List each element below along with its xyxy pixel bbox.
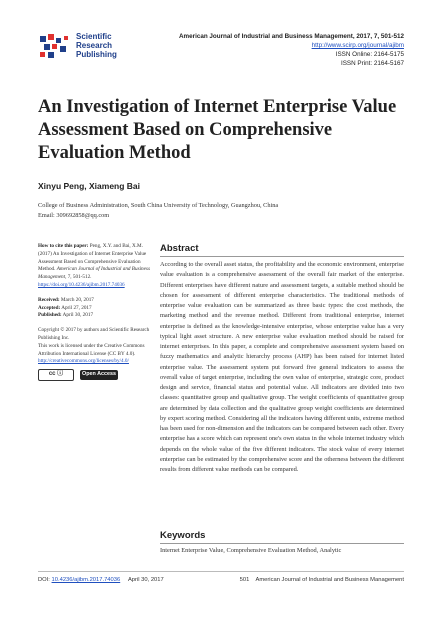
- footer-journal: American Journal of Industrial and Business Management: [255, 577, 404, 583]
- affiliation: College of Business Administration, South China University of Technology, Guangzhou, China: [38, 202, 279, 209]
- publisher-name-line: Scientific: [76, 32, 112, 41]
- received-date: [38, 297, 158, 305]
- footer-doi-link[interactable]: 10.4236/ajibm.2017.74036: [51, 577, 121, 583]
- abstract-text: According to the overall asset status, the profitability and the economic environment, enterprise value evaluation is a comprehensive assessment of the overall fair market of the enterprise. Different enterprises have different nature and assessment targets, a suitable method should be chosen for assessment of different enterprise characteristics. The traditional methods of enterprise value evaluation can be summarized as three basic types: the cost methods, the marketing method and the revenue method. Different from traditional enterprise, internet enterprise is defined as the knowledge-intensive enterprise, whose enterprise value has a very typical light asset structure. A new enterprise value evaluation method should be raised for internet enterprises. In this paper, a complete and comprehensive assessment system based on fuzzy mathematics and analytic hierarchy process (AHP) has been raised for internet listed enterprise value. The assessment system put forward five general indicators to assess the overall value of target enterprise, including the own value of enterprise, strategic core, product design and service, financial status and potential value. All indicators are divided into two classes: quantitative group and qualitative group. The weight coefficients of quantitative group are determined by data collection and the qualitative group weight coefficients are determined by expert scoring method. Considering all the indicators having different units, extreme method has been used for non-dimension and the indicators can be compared between each other. Every enterprise has a score which can represent one's own status in the whole internet industry which depends on the whole value of the five different indicators. The stock value of every internet enterprise can be estimated by the comprehensive score and the otherness between the different results from different value methods can be compared.: [160, 261, 404, 473]
- cite-text: Peng, X.Y. and Bai, X.M. (2017) An Investigation of Internet Enterprise Value Assessment Based on Comprehensive Evaluation Method.: [38, 243, 147, 273]
- accepted-label: Accepted:: [38, 304, 61, 311]
- affiliation-block: [38, 201, 278, 221]
- journal-info: [179, 32, 404, 68]
- published-label: Published:: [38, 312, 62, 319]
- abstract-heading: Abstract: [160, 243, 199, 254]
- accepted-value: April 27, 2017: [61, 304, 92, 311]
- journal-url-link[interactable]: http://www.scirp.org/journal/ajibm: [311, 42, 404, 49]
- footer: [38, 577, 164, 583]
- publisher-name-line: Research: [76, 41, 113, 50]
- license-text: This work is licensed under the Creative Commons Attribution International License (CC BY 4.0).: [38, 342, 145, 357]
- email: Email: 309692858@qq.com: [38, 212, 110, 219]
- article-info-sidebar: [38, 243, 158, 381]
- cc-by-badge[interactable]: cc ⓘ: [38, 369, 74, 381]
- footer-doi-label: DOI:: [38, 577, 50, 583]
- scientific-research-publishing-logo: [38, 32, 72, 60]
- license-link[interactable]: http://creativecommons.org/licenses/by/4.0/: [38, 358, 129, 365]
- issn-online: ISSN Online: 2164-5175: [335, 51, 404, 58]
- issn-print: ISSN Print: 2164-5167: [340, 60, 404, 67]
- received-label: Received:: [38, 296, 60, 303]
- citation: [38, 243, 158, 290]
- keywords-text: Internet Enterprise Value, Comprehensive Evaluation Method, Analytic: [160, 547, 342, 554]
- keywords-divider: [160, 543, 404, 544]
- abstract-divider: [160, 256, 404, 257]
- page-number: [240, 577, 404, 583]
- open-access-badge: Open Access: [80, 370, 118, 380]
- accepted-date: [38, 305, 158, 313]
- received-value: March 20, 2017: [60, 296, 94, 303]
- license-badges: [38, 369, 158, 381]
- cite-label: How to cite this paper:: [38, 243, 89, 249]
- publisher-name-line: Publishing: [76, 50, 117, 59]
- copyright: Copyright © 2017 by authors and Scientific Research Publishing Inc.: [38, 327, 150, 341]
- paper-title: An Investigation of Internet Enterprise Value Assessment Based on Comprehensive Evaluation Method: [38, 97, 397, 163]
- publisher-name: [76, 32, 117, 59]
- footer-page: 501: [239, 577, 250, 583]
- cite-doi-link[interactable]: https://doi.org/10.4236/ajibm.2017.74036: [38, 281, 125, 288]
- cite-vol: 7, 501-512.: [67, 274, 92, 281]
- cite-journal: American Journal of Industrial and Business Management,: [38, 266, 150, 281]
- authors: Xinyu Peng, Xiameng Bai: [38, 181, 141, 191]
- published-value: April 30, 2017: [62, 312, 94, 319]
- journal-line: American Journal of Industrial and Business Management, 2017, 7, 501-512: [178, 33, 404, 40]
- footer-date: April 30, 2017: [127, 577, 164, 583]
- published-date: [38, 312, 158, 320]
- footer-divider: [38, 571, 404, 572]
- keywords-heading: Keywords: [160, 530, 206, 541]
